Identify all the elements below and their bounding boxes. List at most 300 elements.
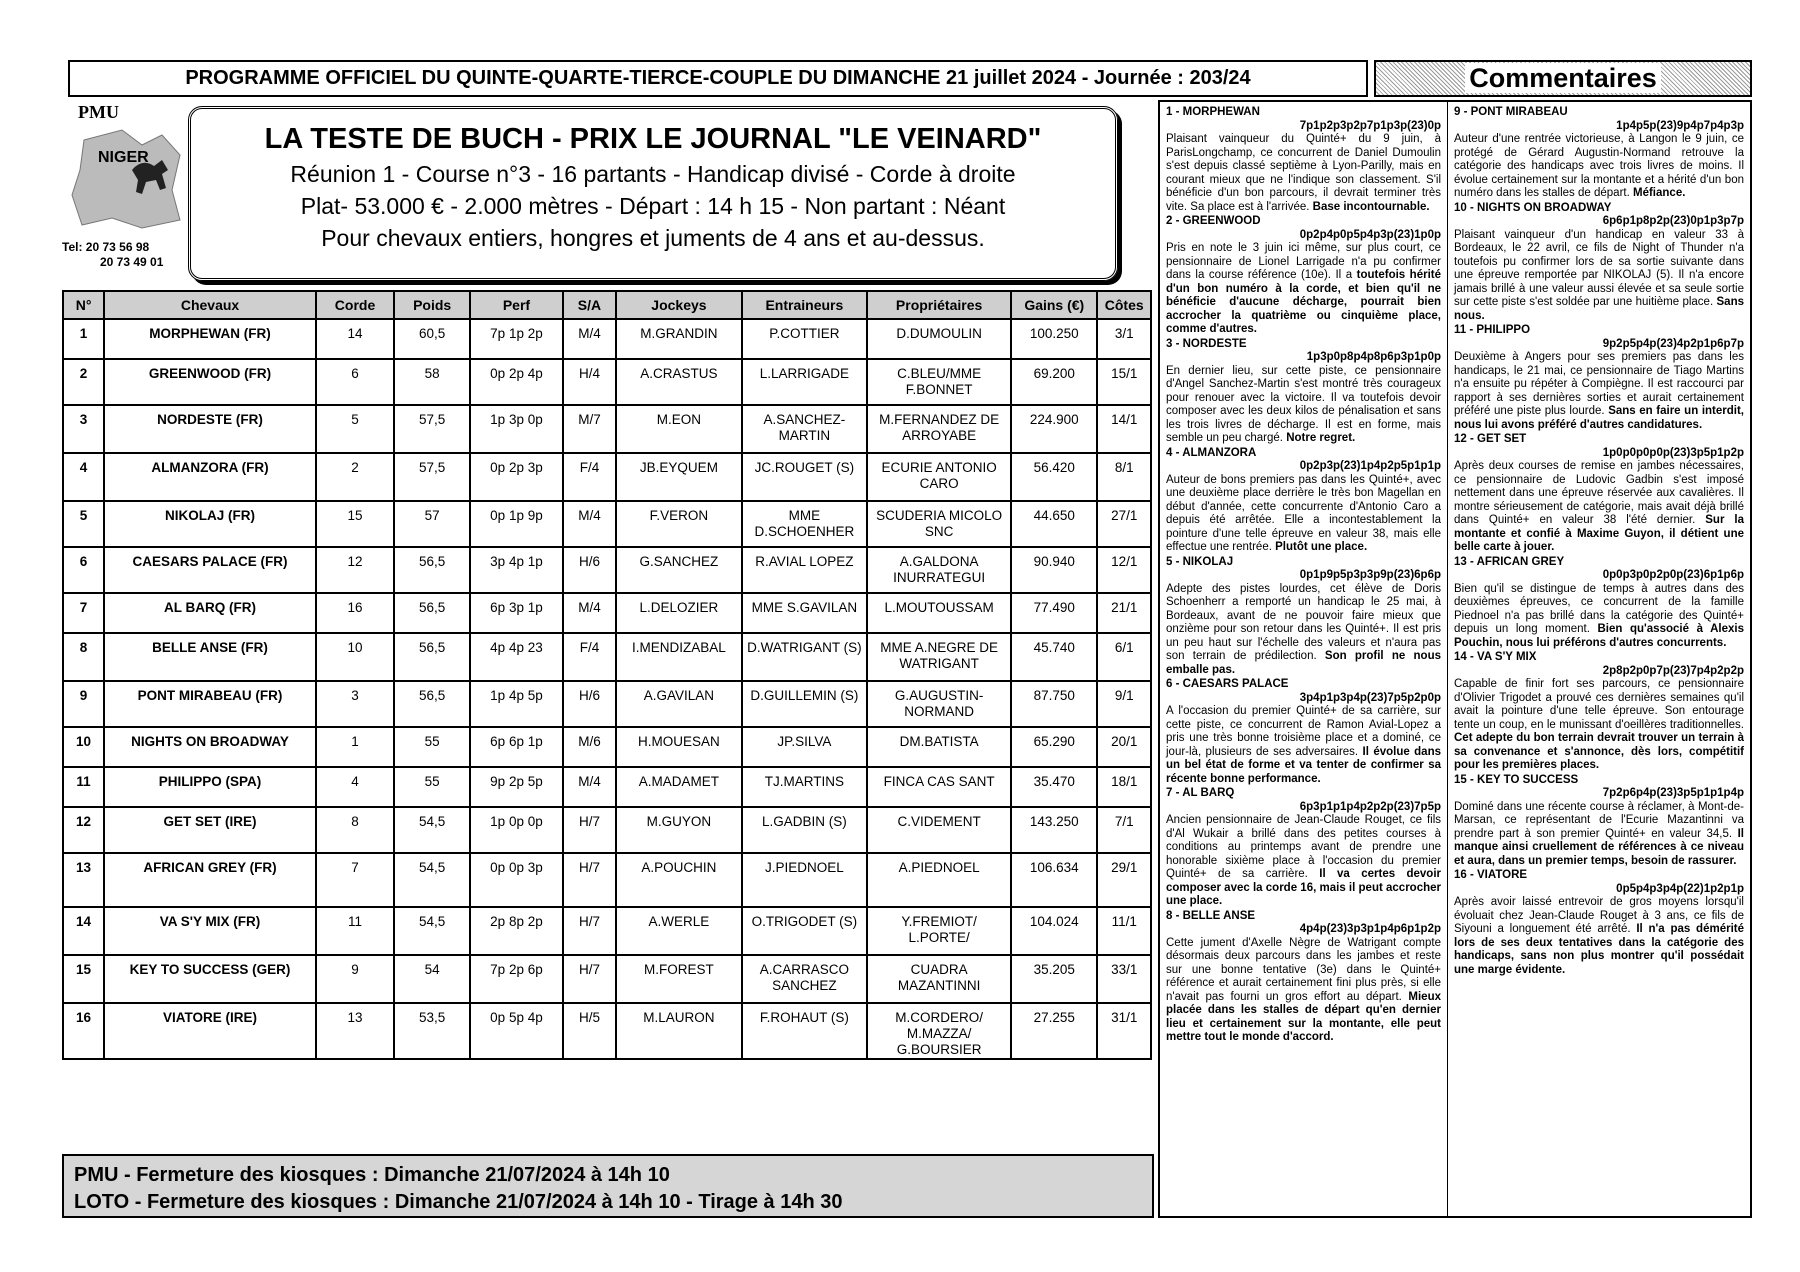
table-cell: 8 xyxy=(316,807,394,853)
table-cell: M/4 xyxy=(563,319,616,359)
comment-horse-heading: 7 - AL BARQ xyxy=(1166,787,1235,799)
comment-verdict: Mieux placée dans les stalles de départ qu'en dernier lieu et certainement sur la montante, elle peut mettre tout le monde d'accord. xyxy=(1166,990,1441,1043)
comment-entry xyxy=(1166,787,1441,909)
table-cell: 5 xyxy=(63,501,104,547)
table-cell: 12 xyxy=(63,807,104,853)
table-cell: F.ROHAUT (S) xyxy=(742,1003,867,1059)
table-cell: L.MOUTOUSSAM xyxy=(867,593,1011,633)
table-row xyxy=(63,547,1151,593)
table-cell: 4p 4p 23 xyxy=(470,633,563,681)
comment-entry xyxy=(1166,678,1441,786)
comment-performances: 7p1p2p3p2p7p1p3p(23)0p xyxy=(1299,119,1441,132)
table-row xyxy=(63,1003,1151,1059)
table-cell: 55 xyxy=(394,727,470,767)
table-cell: 15/1 xyxy=(1097,359,1151,405)
table-row xyxy=(63,767,1151,807)
table-cell: A.MADAMET xyxy=(616,767,741,807)
comment-horse-heading: 13 - AFRICAN GREY xyxy=(1454,555,1565,568)
comment-horse-heading: 16 - VIATORE xyxy=(1454,869,1528,881)
table-cell: BELLE ANSE (FR) xyxy=(104,633,316,681)
table-cell: 0p 2p 3p xyxy=(470,453,563,501)
comment-verdict: Notre regret. xyxy=(1286,432,1356,444)
table-cell: 20/1 xyxy=(1097,727,1151,767)
table-cell: JC.ROUGET (S) xyxy=(742,453,867,501)
table-cell: 10 xyxy=(63,727,104,767)
table-cell: 6/1 xyxy=(1097,633,1151,681)
column-header: Corde xyxy=(316,291,394,319)
table-cell: R.AVIAL LOPEZ xyxy=(742,547,867,593)
table-cell: NIKOLAJ (FR) xyxy=(104,501,316,547)
table-cell: 9p 2p 5p xyxy=(470,767,563,807)
table-cell: 29/1 xyxy=(1097,853,1151,907)
table-cell: 56.420 xyxy=(1011,453,1097,501)
table-cell: G.AUGUSTIN-NORMAND xyxy=(867,681,1011,727)
table-cell: 14 xyxy=(316,319,394,359)
table-cell: 27.255 xyxy=(1011,1003,1097,1059)
table-row xyxy=(63,319,1151,359)
comment-performances: 0p0p3p0p2p0p(23)6p1p6p xyxy=(1602,569,1744,581)
comment-horse-heading: 10 - NIGHTS ON BROADWAY xyxy=(1454,201,1612,214)
table-cell: 1p 0p 0p xyxy=(470,807,563,853)
table-cell: 0p 1p 9p xyxy=(470,501,563,547)
table-cell: 44.650 xyxy=(1011,501,1097,547)
table-cell: JP.SILVA xyxy=(742,727,867,767)
table-cell: TJ.MARTINS xyxy=(742,767,867,807)
comment-performances: 1p3p0p8p4p8p6p3p1p0p xyxy=(1306,351,1441,363)
table-cell: F/4 xyxy=(563,453,616,501)
comment-performances: 4p4p(23)3p3p1p4p6p1p2p xyxy=(1299,923,1441,935)
logo-text-pmu: PMU xyxy=(78,102,119,122)
comment-horse-heading: 12 - GET SET xyxy=(1454,433,1527,445)
table-cell: M.FOREST xyxy=(616,955,741,1003)
pmu-niger-logo xyxy=(62,100,184,240)
table-row xyxy=(63,359,1151,405)
comment-entry xyxy=(1166,447,1441,555)
table-cell: 54 xyxy=(394,955,470,1003)
table-row xyxy=(63,405,1151,453)
table-cell: 7 xyxy=(63,593,104,633)
table-cell: 3 xyxy=(316,681,394,727)
column-header: Jockeys xyxy=(616,291,741,319)
table-cell: 69.200 xyxy=(1011,359,1097,405)
table-row xyxy=(63,955,1151,1003)
table-cell: 1 xyxy=(316,727,394,767)
footer-loto-line: LOTO - Fermeture des kiosques : Dimanche 21/07/2024 à 14h 10 - Tirage à 14h 30 xyxy=(74,1191,843,1213)
table-cell: 77.490 xyxy=(1011,593,1097,633)
comment-text: Après deux courses de remise en jambes nécessaires, ce pensionnaire de Ludovic Gadbin s'est imposé nettement dans une épreuve réservée aux cavalières. Il montre sérieusement de catégorie, mais avait déjà brillé dans Quinté+ en valeur 38 l'été dernier. xyxy=(1454,460,1744,526)
comment-performances: 0p1p9p5p3p3p9p(23)6p6p xyxy=(1299,569,1441,581)
table-cell: M/7 xyxy=(563,405,616,453)
comment-text: Ancien pensionnaire de Jean-Claude Rouget, ce fils d'Al Wukair a brillé dans des petites courses à conditions au printemps avant de prendre une honorable sixième place à l'occasion du premier Quinté+ de sa carrière. xyxy=(1166,814,1441,880)
table-cell: D.GUILLEMIN (S) xyxy=(742,681,867,727)
comment-entry xyxy=(1454,433,1744,555)
table-cell: PHILIPPO (SPA) xyxy=(104,767,316,807)
table-cell: 57 xyxy=(394,501,470,547)
column-header: Propriétaires xyxy=(867,291,1011,319)
table-cell: 35.205 xyxy=(1011,955,1097,1003)
comment-verdict: Il évolue dans un bel état de forme et va tenter de confirmer sa récente bonne performance. xyxy=(1166,745,1441,785)
table-cell: 60,5 xyxy=(394,319,470,359)
table-row xyxy=(63,681,1151,727)
table-row xyxy=(63,807,1151,853)
table-cell: 8 xyxy=(63,633,104,681)
comment-text: Adepte des pistes lourdes, cet élève de Doris Schoenherr a remporté un handicap le 25 mai, à Bordeaux, avant de ne pouvoir faire mieux que onzième pour son retour dans les Quinté+. Il est pris un peu haut sur l'échelle des valeurs et n'aura pas son terrain de prédilection. xyxy=(1166,582,1441,662)
table-cell: 7/1 xyxy=(1097,807,1151,853)
table-cell: DM.BATISTA xyxy=(867,727,1011,767)
comment-text: Auteur d'une rentrée victorieuse, à Langon le 9 juin, ce protégé de Gérard Augustin-Normand retrouve la catégorie des handicaps avec trois livres de moins. Il évolue certainement sur la montante et a hérité d'un bon numéro dans les stalles de départ. xyxy=(1454,133,1744,199)
comment-performances: 3p4p1p3p4p(23)7p5p2p0p xyxy=(1299,691,1441,704)
comment-text: Dominé dans une récente course à réclamer, à Mont-de-Marsan, ce représentant de l'Ecurie Mazantinni va prendre part à son premier Quinté+ en valeur 34,5. xyxy=(1454,800,1744,840)
comment-horse-heading: 6 - CAESARS PALACE xyxy=(1166,678,1289,690)
comments-column-right xyxy=(1447,100,1752,1218)
table-cell: F/4 xyxy=(563,633,616,681)
table-row xyxy=(63,501,1151,547)
table-cell: 13 xyxy=(63,853,104,907)
table-cell: 1 xyxy=(63,319,104,359)
table-cell: M/4 xyxy=(563,593,616,633)
comment-performances: 6p6p1p8p2p(23)0p1p3p7p xyxy=(1602,215,1744,227)
table-cell: 3p 4p 1p xyxy=(470,547,563,593)
phone-line-2: 20 73 49 01 xyxy=(100,255,164,269)
table-cell: H/4 xyxy=(563,359,616,405)
table-cell: 1p 3p 0p xyxy=(470,405,563,453)
table-cell: P.COTTIER xyxy=(742,319,867,359)
comment-entry xyxy=(1166,106,1441,214)
table-cell: H/7 xyxy=(563,807,616,853)
table-cell: G.SANCHEZ xyxy=(616,547,741,593)
table-cell: AL BARQ (FR) xyxy=(104,593,316,633)
comment-entry xyxy=(1454,106,1744,201)
table-cell: 13 xyxy=(316,1003,394,1059)
table-cell: A.GALDONA INURRATEGUI xyxy=(867,547,1011,593)
table-cell: 6p 3p 1p xyxy=(470,593,563,633)
table-cell: M/4 xyxy=(563,501,616,547)
table-cell: A.CARRASCO SANCHEZ xyxy=(742,955,867,1003)
phone-line-1: Tel: 20 73 56 98 xyxy=(62,240,150,254)
comment-verdict: toutefois hérité d'un bon numéro à la corde, et bien qu'il ne bénéficie d'aucune décharge, pourrait bien accrocher la quatrième ou cinquième place, comme d'autres. xyxy=(1166,269,1441,335)
table-cell: 12 xyxy=(316,547,394,593)
table-cell: VIATORE (IRE) xyxy=(104,1003,316,1059)
table-cell: M.CORDERO/ M.MAZZA/ G.BOURSIER xyxy=(867,1003,1011,1059)
table-cell: 56,5 xyxy=(394,681,470,727)
table-cell: A.SANCHEZ-MARTIN xyxy=(742,405,867,453)
race-reunion: Réunion 1 - Course n°3 - 16 partants - Handicap divisé - Corde à droite xyxy=(290,161,1016,187)
table-cell: 16 xyxy=(316,593,394,633)
table-cell: F.VERON xyxy=(616,501,741,547)
table-cell: FINCA CAS SANT xyxy=(867,767,1011,807)
table-cell: H/6 xyxy=(563,681,616,727)
comment-entry xyxy=(1166,556,1441,678)
logo-graphic xyxy=(62,100,184,240)
comment-entry xyxy=(1166,910,1441,1045)
table-cell: H/5 xyxy=(563,1003,616,1059)
logo-text-niger: NIGER xyxy=(98,149,149,166)
comments-title xyxy=(1374,60,1752,97)
table-cell: L.LARRIGADE xyxy=(742,359,867,405)
table-cell: 56,5 xyxy=(394,547,470,593)
comment-horse-heading: 9 - PONT MIRABEAU xyxy=(1454,106,1568,118)
table-cell: 100.250 xyxy=(1011,319,1097,359)
comment-performances: 0p5p4p3p4p(22)1p2p1p xyxy=(1616,882,1744,895)
table-row xyxy=(63,853,1151,907)
table-cell: GREENWOOD (FR) xyxy=(104,359,316,405)
table-cell: 3 xyxy=(63,405,104,453)
table-cell: JB.EYQUEM xyxy=(616,453,741,501)
comment-text: Cette jument d'Axelle Nègre de Watrigant compte désormais deux parcours dans les jambes et reste sur une bonne tentative (3e) dans le Quinté+ référence et aurait certainement fini plus près, si elle n'avait pas fourni un gros effort au départ. xyxy=(1166,936,1441,1003)
table-cell: D.WATRIGANT (S) xyxy=(742,633,867,681)
comment-entry xyxy=(1454,202,1744,324)
table-cell: A.CRASTUS xyxy=(616,359,741,405)
comment-performances: 6p3p1p1p4p2p2p(23)7p5p xyxy=(1299,800,1441,813)
comment-performances: 1p4p5p(23)9p4p7p4p3p xyxy=(1616,119,1744,132)
table-cell: 58 xyxy=(394,359,470,405)
race-title: LA TESTE DE BUCH - PRIX LE JOURNAL "LE VEINARD" xyxy=(264,123,1042,155)
table-cell: M/4 xyxy=(563,767,616,807)
comment-verdict: Base incontournable. xyxy=(1312,200,1430,213)
table-cell: 45.740 xyxy=(1011,633,1097,681)
table-cell: A.WERLE xyxy=(616,907,741,955)
table-cell: 104.024 xyxy=(1011,907,1097,955)
table-cell: VA S'Y MIX (FR) xyxy=(104,907,316,955)
table-cell: 106.634 xyxy=(1011,853,1097,907)
table-cell: 56,5 xyxy=(394,593,470,633)
table-cell: A.GAVILAN xyxy=(616,681,741,727)
table-cell: SCUDERIA MICOLO SNC xyxy=(867,501,1011,547)
table-cell: D.DUMOULIN xyxy=(867,319,1011,359)
comment-verdict: Bien qu'associé à Alexis Pouchin, nous lui préférons d'autres concurrents. xyxy=(1454,623,1744,649)
comments-title-text: Commentaires xyxy=(1465,63,1661,93)
comment-text: Plaisant vainqueur du Quinté+ du 9 juin, à ParisLongchamp, ce concurrent de Daniel Dumoulin s'est depuis classé septième à Lyon-Parilly, mais en courant mieux que ne l'indique son classement. S'il bénéficie d'un bon parcours, il devrait terminer très vite. Sa place est à l'arrivée. xyxy=(1166,133,1441,213)
comment-verdict: Sans en faire un interdit, nous lui avons préféré d'autres candidatures. xyxy=(1454,405,1744,431)
table-cell: 90.940 xyxy=(1011,547,1097,593)
comment-entry xyxy=(1454,324,1744,432)
table-cell: A.POUCHIN xyxy=(616,853,741,907)
table-cell: 9 xyxy=(316,955,394,1003)
table-body xyxy=(63,319,1151,1059)
table-cell: 9 xyxy=(63,681,104,727)
comment-horse-heading: 3 - NORDESTE xyxy=(1166,337,1247,350)
comment-verdict: Son profil ne nous emballe pas. xyxy=(1166,650,1441,676)
table-cell: MORPHEWAN (FR) xyxy=(104,319,316,359)
table-cell: 10 xyxy=(316,633,394,681)
table-cell: 11/1 xyxy=(1097,907,1151,955)
comment-text: Pris en note le 3 juin ici même, sur plus court, ce pensionnaire de Lionel Larrigade n'a pu confirmer dans la course référence (10e). Il a xyxy=(1166,242,1441,281)
race-eligibility: Pour chevaux entiers, hongres et juments de 4 ans et au-dessus. xyxy=(321,225,985,251)
comment-horse-heading: 15 - KEY TO SUCCESS xyxy=(1454,773,1579,786)
table-cell: 7p 1p 2p xyxy=(470,319,563,359)
table-row xyxy=(63,727,1151,767)
table-cell: 56,5 xyxy=(394,633,470,681)
table-cell: 53,5 xyxy=(394,1003,470,1059)
comment-entry xyxy=(1166,338,1441,446)
table-cell: M.FERNANDEZ DE ARROYABE xyxy=(867,405,1011,453)
table-cell: 87.750 xyxy=(1011,681,1097,727)
comment-verdict: Il n'a pas démérité lors de ses deux tentatives dans la catégorie des handicaps, sans non plus montrer qu'il possédait une marge évidente. xyxy=(1454,923,1744,976)
table-cell: 54,5 xyxy=(394,807,470,853)
comment-verdict: Sur la montante et confié à Maxime Guyon, il détient une belle carte à jouer. xyxy=(1454,514,1744,553)
table-cell: C.BLEU/MME F.BONNET xyxy=(867,359,1011,405)
comment-entry xyxy=(1454,774,1744,869)
table-cell: 11 xyxy=(316,907,394,955)
table-cell: 16 xyxy=(63,1003,104,1059)
table-cell: 1p 4p 5p xyxy=(470,681,563,727)
comment-horse-heading: 4 - ALMANZORA xyxy=(1166,446,1257,459)
comment-text: Après avoir laissé entrevoir de gros moyens lorsqu'il évoluait chez Jean-Claude Rouget à 3 ans, ce fils de Siyouni a longuement été arrêté. xyxy=(1454,896,1744,935)
column-header: Côtes xyxy=(1097,291,1151,319)
table-cell: GET SET (IRE) xyxy=(104,807,316,853)
table-cell: AFRICAN GREY (FR) xyxy=(104,853,316,907)
table-row xyxy=(63,453,1151,501)
table-cell: 15 xyxy=(63,955,104,1003)
table-cell: 9/1 xyxy=(1097,681,1151,727)
table-cell: 65.290 xyxy=(1011,727,1097,767)
table-cell: 15 xyxy=(316,501,394,547)
table-cell: 0p 2p 4p xyxy=(470,359,563,405)
table-cell: 0p 5p 4p xyxy=(470,1003,563,1059)
table-cell: 55 xyxy=(394,767,470,807)
table-cell: CUADRA MAZANTINNI xyxy=(867,955,1011,1003)
table-cell: NIGHTS ON BROADWAY xyxy=(104,727,316,767)
table-cell: I.MENDIZABAL xyxy=(616,633,741,681)
comment-verdict: Méfiance. xyxy=(1633,187,1686,199)
table-cell: H/7 xyxy=(563,955,616,1003)
column-header: S/A xyxy=(563,291,616,319)
table-cell: M.GUYON xyxy=(616,807,741,853)
comment-performances: 1p0p0p0p0p(23)3p5p1p2p xyxy=(1602,446,1744,459)
table-cell: 2p 8p 2p xyxy=(470,907,563,955)
comment-text: Capable de finir fort ses parcours, ce pensionnaire d'Olivier Trigodet a prouvé ces dernières semaines qu'il avait la pointure d'une telle épreuve. Son entourage tente un coup, en le munissant d'oeillères traditionnelles. xyxy=(1454,678,1744,731)
table-cell: 14/1 xyxy=(1097,405,1151,453)
table-cell: ECURIE ANTONIO CARO xyxy=(867,453,1011,501)
comment-text: Deuxième à Angers pour ses premiers pas dans les handicaps, le 21 mai, ce pensionnaire de Tiago Martins n'a ensuite pu répéter à Compiègne. Il est raccourci par rapport à ses dernières sorties et aurait certainement préféré une piste plus lourde. xyxy=(1454,351,1744,417)
comment-entry xyxy=(1166,215,1441,337)
table-cell: PONT MIRABEAU (FR) xyxy=(104,681,316,727)
comment-entry xyxy=(1454,869,1744,977)
comment-performances: 2p8p2p0p7p(23)7p4p2p2p xyxy=(1602,664,1744,677)
table-cell: 6 xyxy=(63,547,104,593)
comment-entry xyxy=(1454,556,1744,651)
comment-text: Plaisant vainqueur d'un handicap en valeur 33 à Bordeaux, le 22 avril, ce fils de Night of Thunder n'a toutefois pu confirmer lors de sa sortie suivante dans une épreuve remportée par NIKOLAJ (5). Il n'a encore jamais brillé à une valeur aussi élevée et sa seule sortie sur cette piste s'est soldée par une huitième place. xyxy=(1454,228,1744,308)
table-cell: CAESARS PALACE (FR) xyxy=(104,547,316,593)
table-cell: H/7 xyxy=(563,853,616,907)
phone-numbers xyxy=(62,240,184,270)
table-row xyxy=(63,633,1151,681)
table-cell: 2 xyxy=(316,453,394,501)
table-cell: 33/1 xyxy=(1097,955,1151,1003)
closing-times-footer xyxy=(62,1154,1154,1218)
table-row xyxy=(63,907,1151,955)
table-cell: H/7 xyxy=(563,907,616,955)
column-header: Perf xyxy=(470,291,563,319)
table-cell: 12/1 xyxy=(1097,547,1151,593)
table-cell: L.DELOZIER xyxy=(616,593,741,633)
table-cell: MME S.GAVILAN xyxy=(742,593,867,633)
table-cell: 4 xyxy=(316,767,394,807)
race-conditions: Plat- 53.000 € - 2.000 mètres - Départ : 14 h 15 - Non partant : Néant xyxy=(300,193,1006,219)
table-cell: 143.250 xyxy=(1011,807,1097,853)
comment-performances: 9p2p5p4p(23)4p2p1p6p7p xyxy=(1602,337,1744,350)
comment-horse-heading: 2 - GREENWOOD xyxy=(1166,215,1261,227)
footer-pmu-line: PMU - Fermeture des kiosques : Dimanche 21/07/2024 à 14h 10 xyxy=(74,1164,670,1186)
page-title: PROGRAMME OFFICIEL DU QUINTE-QUARTE-TIERCE-COUPLE DU DIMANCHE 21 juillet 2024 - Journée : 203/24 xyxy=(68,60,1368,97)
table-cell: 27/1 xyxy=(1097,501,1151,547)
table-cell: M.LAURON xyxy=(616,1003,741,1059)
table-cell: 6 xyxy=(316,359,394,405)
table-cell: M.EON xyxy=(616,405,741,453)
table-cell: 11 xyxy=(63,767,104,807)
comments-column-left xyxy=(1158,100,1448,1218)
table-cell: MME D.SCHOENHER xyxy=(742,501,867,547)
comment-performances: 0p2p4p0p5p4p3p(23)1p0p xyxy=(1299,228,1441,241)
table-cell: 224.900 xyxy=(1011,405,1097,453)
comment-text: Bien qu'il se distingue de temps à autres dans des deuxièmes épreuves, ce concurrent de la famille Piednoel n'a pas brillé dans la catégorie des Quinté+ depuis un long moment. xyxy=(1454,582,1744,635)
column-header: Gains (€) xyxy=(1011,291,1097,319)
table-header-row xyxy=(63,291,1151,319)
table-cell: 7 xyxy=(316,853,394,907)
table-cell: J.PIEDNOEL xyxy=(742,853,867,907)
table-cell: L.GADBIN (S) xyxy=(742,807,867,853)
table-cell: 5 xyxy=(316,405,394,453)
column-header: Entraineurs xyxy=(742,291,867,319)
table-cell: H/6 xyxy=(563,547,616,593)
table-cell: ALMANZORA (FR) xyxy=(104,453,316,501)
table-cell: M/6 xyxy=(563,727,616,767)
comment-verdict: Plutôt une place. xyxy=(1275,541,1368,553)
comment-verdict: Il manque ainsi cruellement de références à ce niveau et aura, dans un premier temps, besoin de rassurer. xyxy=(1454,827,1744,867)
table-cell: Y.FREMIOT/ L.PORTE/ xyxy=(867,907,1011,955)
comment-verdict: Il va certes devoir composer avec la corde 16, mais il peut accrocher une place. xyxy=(1166,868,1442,907)
comment-text: A l'occasion du premier Quinté+ de sa carrière, sur cette piste, ce concurrent de Ramon Avial-Lopez a pris une très bonne troisième place et a dominé, ce jour-là, plusieurs de ses adversaires. xyxy=(1166,705,1441,758)
comment-text: Auteur de bons premiers pas dans les Quinté+, avec une deuxième place derrière le très bon Magellan en début d'année, cette concurrente d'Antonio Caro a depuis été arrêtée. Elle a incontestablement la pointure d'une telle épreuve en valeur 38, mais elle effectue une rentrée. xyxy=(1166,473,1441,553)
table-cell: 35.470 xyxy=(1011,767,1097,807)
comment-performances: 7p2p6p4p(23)3p5p1p1p4p xyxy=(1602,787,1744,799)
table-cell: 8/1 xyxy=(1097,453,1151,501)
comment-horse-heading: 1 - MORPHEWAN xyxy=(1166,106,1260,118)
table-cell: 4 xyxy=(63,453,104,501)
race-info-box xyxy=(188,106,1118,281)
column-header: Chevaux xyxy=(104,291,316,319)
table-cell: 54,5 xyxy=(394,853,470,907)
table-cell: 0p 0p 3p xyxy=(470,853,563,907)
table-cell: H.MOUESAN xyxy=(616,727,741,767)
comment-horse-heading: 8 - BELLE ANSE xyxy=(1166,909,1256,922)
table-cell: 21/1 xyxy=(1097,593,1151,633)
comment-performances: 0p2p3p(23)1p4p2p5p1p1p xyxy=(1299,460,1441,472)
comment-horse-heading: 11 - PHILIPPO xyxy=(1454,324,1531,336)
table-cell: 3/1 xyxy=(1097,319,1151,359)
column-header: N° xyxy=(63,291,104,319)
comment-verdict: Sans nous. xyxy=(1454,296,1744,322)
table-cell: 57,5 xyxy=(394,405,470,453)
table-cell: O.TRIGODET (S) xyxy=(742,907,867,955)
column-header: Poids xyxy=(394,291,470,319)
comment-entry xyxy=(1454,651,1744,773)
table-cell: A.PIEDNOEL xyxy=(867,853,1011,907)
runners-table xyxy=(62,290,1152,1060)
table-cell: MME A.NEGRE DE WATRIGANT xyxy=(867,633,1011,681)
table-cell: 18/1 xyxy=(1097,767,1151,807)
table-cell: 54,5 xyxy=(394,907,470,955)
comment-verdict: Cet adepte du bon terrain devrait trouver un terrain à sa convenance et s'annonce, dès lors, compétitif pour les premières places. xyxy=(1454,732,1744,771)
table-cell: M.GRANDIN xyxy=(616,319,741,359)
table-cell: 14 xyxy=(63,907,104,955)
comment-horse-heading: 14 - VA S'Y MIX xyxy=(1454,651,1537,663)
table-cell: 31/1 xyxy=(1097,1003,1151,1059)
table-cell: C.VIDEMENT xyxy=(867,807,1011,853)
table-cell: 57,5 xyxy=(394,453,470,501)
comment-horse-heading: 5 - NIKOLAJ xyxy=(1166,555,1234,568)
table-cell: NORDESTE (FR) xyxy=(104,405,316,453)
